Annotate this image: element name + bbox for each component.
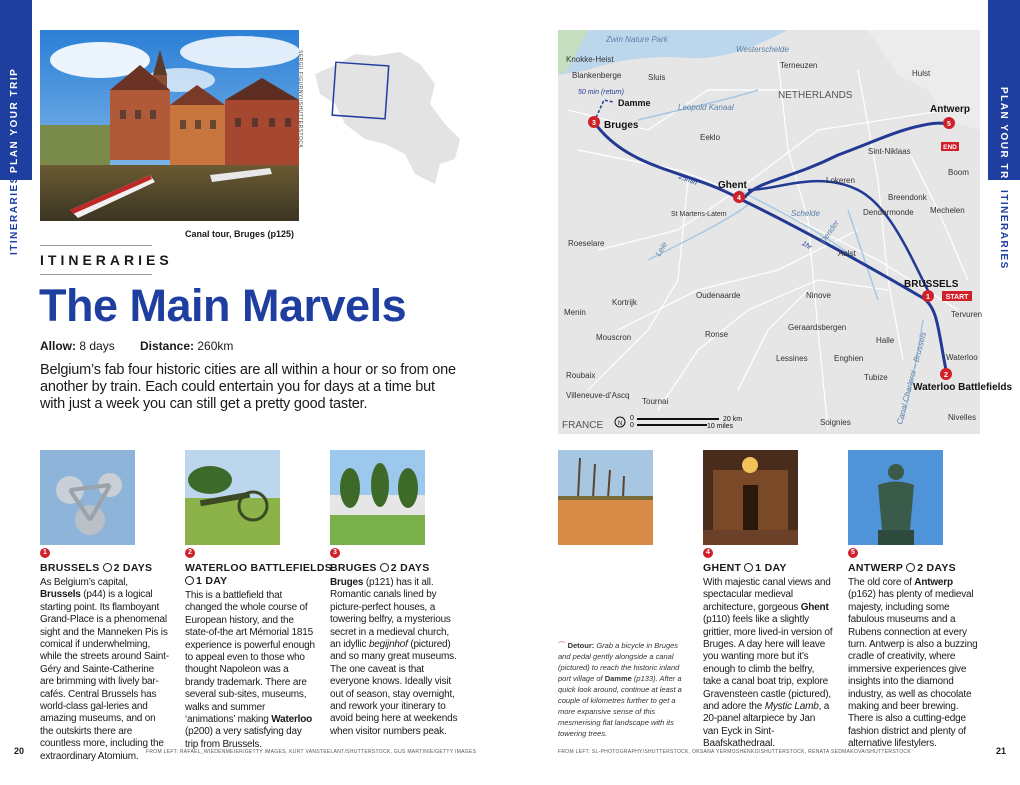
- section-kicker: ITINERARIES: [40, 252, 173, 268]
- map-label-lokeren: Lokeren: [826, 176, 855, 185]
- map-label-sluis: Sluis: [648, 73, 666, 82]
- map-label-damme: Damme: [618, 98, 651, 108]
- map-label-hulst: Hulst: [912, 69, 931, 78]
- atomium-photo: [40, 450, 135, 545]
- map-label-enghien: Enghien: [834, 354, 864, 363]
- stop-description: With majestic canal views and spectacular medieval architecture, gorgeous Ghent (p110) feels like a slightly grittier, more lived-in version of Bruges. A day here will leave you wanting more but it’s enough to climb the belfry, take a canal boat trip, explore Gravensteen castle (pictured), and adore the Mystic Lamb, a 20-panel altarpiece by Jan van Eyck in Sint-Baafskathedraal.: [703, 577, 833, 750]
- map-label-tournai: Tournai: [642, 397, 669, 406]
- stop-heading: BRUGES 2 DAYS: [330, 562, 430, 574]
- map-label-25min: 25min: [677, 173, 698, 188]
- map-label-boom: Boom: [948, 168, 969, 177]
- map-label-halle: Halle: [876, 336, 895, 345]
- map-label-ghent: Ghent: [718, 180, 747, 191]
- bicycle-icon: ⌒: [558, 641, 566, 650]
- map-label-50min: 50 min (return): [578, 89, 624, 96]
- map-label-1hr: 1hr: [800, 240, 813, 252]
- tab-itineraries-label-left: ITINERARIES: [9, 175, 20, 255]
- rubens-statue-photo: [848, 450, 943, 545]
- clock-icon: [906, 563, 915, 572]
- damme-canal-photo: [558, 450, 653, 545]
- map-label-canal: Canal Charleroi – Brussels: [894, 331, 929, 426]
- photo-credits-right: FROM LEFT: SL-PHOTOGRAPHY/SHUTTERSTOCK, OKSANA YERMOSHENKO/SHUTTERSTOCK, RENATA SEDMAKOVA/SHUTTERSTOCK: [558, 749, 911, 755]
- page-title: The Main Marvels: [39, 280, 407, 331]
- gravensteen-photo: [703, 450, 798, 545]
- stop-ghent: [703, 548, 833, 751]
- kicker-rule-bottom: [40, 274, 152, 275]
- photo-credits-left: FROM LEFT: RAFAEL_WIEDENMEIER/GETTY IMAGES, KURT VANSTEELANT/SHUTTERSTOCK, GUS MARTINIE/GETTY IMAGES: [146, 749, 477, 755]
- intro-paragraph: Belgium’s fab four historic cities are all within a hour or so from one another by train. Each could entertain you for days at a time but with just a week you can still get a pretty good taster.: [40, 362, 456, 412]
- map-label-mechelen: Mechelen: [930, 206, 965, 215]
- map-label-dendermonde: Dendermonde: [863, 208, 914, 217]
- clock-icon: [185, 576, 194, 585]
- svg-text:N: N: [617, 421, 623, 427]
- map-label-geraardsbergen: Geraardsbergen: [788, 323, 847, 332]
- map-label-aalst: Aalst: [838, 249, 856, 258]
- map-label-lessines: Lessines: [776, 354, 808, 363]
- map-label-tervuren: Tervuren: [951, 310, 983, 319]
- map-stop-brussels: BRUSSELS: [904, 279, 959, 290]
- scale-zero-km: 0: [630, 415, 634, 422]
- map-stop-bruges: Bruges: [604, 120, 639, 131]
- distance-info: Distance: 260km: [140, 339, 234, 353]
- map-label-eeklo: Eeklo: [700, 133, 721, 142]
- map-label-dender: Dender: [818, 218, 841, 246]
- map-label-waterloo-town: Waterloo: [946, 353, 978, 362]
- stop-heading: ANTWERP 2 DAYS: [848, 562, 956, 574]
- belgium-locator-map: [310, 44, 465, 194]
- photo-caption: Canal tour, Bruges (p125): [185, 229, 295, 239]
- stop-heading: GHENT 1 DAY: [703, 562, 787, 574]
- svg-text:2: 2: [944, 372, 948, 379]
- tab-plan-label-right: PLAN YOUR TRIP: [998, 87, 1009, 193]
- detour-text: Detour: Grab a bicycle in Bruges and pedal gently alongside a canal (pictured) to reach the historic inland port village of Damme (p133). After a quick look around, continue at least a couple of kilometres further to get a more expansive sense of this mesmerising flat landscape with its towering trees.: [558, 641, 682, 738]
- page-number-left: 20: [14, 746, 25, 756]
- stop-waterloo: [185, 548, 333, 751]
- svg-text:5: 5: [947, 121, 951, 128]
- scale-zero-mi: 0: [630, 422, 634, 429]
- map-label-blankenberge: Blankenberge: [572, 71, 622, 80]
- scale-miles: 10 miles: [707, 423, 734, 430]
- canal-tour-photo: [40, 30, 299, 221]
- stop-number-badge: 5: [848, 548, 858, 558]
- map-label-breendonk: Breendonk: [888, 193, 927, 202]
- map-label-knokke: Knokke-Heist: [566, 55, 614, 64]
- stop-heading: BRUSSELS 2 DAYS: [40, 562, 153, 574]
- stop-number-badge: 2: [185, 548, 195, 558]
- map-label-ninove: Ninove: [806, 291, 831, 300]
- stop-description: The old core of Antwerp (p162) has plenty of medieval majesty, including some fabulous museums and a Rubens connection at every turn. Antwerp is also a buzzing cradle of creativity, where immersive experiences give insights into the diamond industry, as well as chocolate making and beer brewing. There is also a cutting-edge fashion district and plenty of alternative lifestylers.: [848, 577, 978, 750]
- map-label-mouscron: Mouscron: [596, 333, 632, 342]
- map-label-stmartens: St Martens-Latem: [671, 211, 727, 218]
- clock-icon: [380, 563, 389, 572]
- map-label-westerschelde: Westerschelde: [736, 45, 789, 54]
- stop-description: This is a battlefield that changed the whole course of European history, and the state-of-the art Mémorial 1815 experience is powerful enough to appeal even to those who thought Napoleon was a brandy trademark. There are several sub-sites, museums, walks and summer ‘animations’ making Waterloo (p200) a very satisfying day trip from Brussels.: [185, 590, 315, 750]
- map-label-france: FRANCE: [562, 420, 604, 431]
- map-label-schelde: Schelde: [791, 209, 820, 218]
- map-label-soignies: Soignies: [820, 418, 851, 427]
- map-label-leopold: Leopold Kanaal: [678, 103, 734, 112]
- map-label-nivelles: Nivelles: [948, 413, 977, 422]
- stop-antwerp: [848, 548, 978, 751]
- stop-description: Bruges (p121) has it all. Romantic canals lined by picture-perfect houses, a towering belfry, a mysterious secret in a medieval church, an idyllic begijnhof (pictured) and so many great museums. The one caveat is that everyone knows. Ideally visit out of season, stay overnight, and rework your itinerary to avoid being here at weekends when visitor numbers peak.: [330, 577, 458, 737]
- svg-text:4: 4: [737, 195, 741, 202]
- map-label-villeneuve: Villeneuve-d’Ascq: [566, 391, 630, 400]
- photo-credit: SERGII FIGURNYI/SHUTTERSTOCK: [297, 50, 303, 149]
- svg-text:1: 1: [926, 294, 930, 301]
- stop-heading: WATERLOO BATTLEFIELDS: [185, 562, 333, 574]
- map-stop-waterloo: Waterloo Battlefields: [913, 382, 1013, 393]
- stop-brussels: [40, 548, 170, 763]
- map-label-leie: Leie: [653, 240, 670, 258]
- map-label-sintniklaas: Sint-Niklaas: [868, 147, 911, 156]
- map-label-netherlands: NETHERLANDS: [778, 90, 853, 101]
- clock-icon: [744, 563, 753, 572]
- detour-note: [558, 640, 691, 739]
- stop-description: As Belgium’s capital, Brussels (p44) is a logical starting point. Its flamboyant Grand-Place is a phenomenal sight and the Manneken Pis is comical if underwhelming, while the streets around Saint-Géry and Sainte-Catherine are brimming with lively bar-cafés. Central Brussels has world-class gal-leries and amazing museums, and on the outskirts there are countless more, including the extraordinary Atomium.: [40, 577, 169, 762]
- cannon-photo: [185, 450, 280, 545]
- map-label-zwin: Zwin Nature Park: [606, 35, 668, 44]
- stop-bruges: [330, 548, 460, 738]
- map-stop-antwerp: Antwerp: [930, 104, 970, 115]
- allow-info: Allow: 8 days: [40, 339, 115, 353]
- map-label-terneuzen: Terneuzen: [780, 61, 818, 70]
- tab-itineraries-label-right: ITINERARIES: [998, 190, 1009, 270]
- stop-number-badge: 1: [40, 548, 50, 558]
- map-label-oudenaarde: Oudenaarde: [696, 291, 741, 300]
- map-label-menin: Menin: [564, 308, 586, 317]
- start-badge-label: START: [945, 294, 969, 301]
- map-label-ronse: Ronse: [705, 330, 729, 339]
- end-badge-label: END: [943, 144, 957, 151]
- map-label-kortrijk: Kortrijk: [612, 298, 637, 307]
- stop-number-badge: 3: [330, 548, 340, 558]
- stop-duration: 1 DAY: [185, 575, 315, 587]
- page-number-right: 21: [996, 746, 1007, 756]
- begijnhof-photo: [330, 450, 425, 545]
- stop-number-badge: 4: [703, 548, 713, 558]
- kicker-rule-top: [40, 245, 152, 246]
- map-label-roeselare: Roeselare: [568, 239, 605, 248]
- clock-icon: [103, 563, 112, 572]
- scale-km: 20 km: [723, 416, 743, 423]
- map-label-roubaix: Roubaix: [566, 371, 596, 380]
- svg-text:3: 3: [592, 120, 596, 127]
- map-label-tubize: Tubize: [864, 373, 888, 382]
- tab-plan-label-left: PLAN YOUR TRIP: [9, 67, 20, 173]
